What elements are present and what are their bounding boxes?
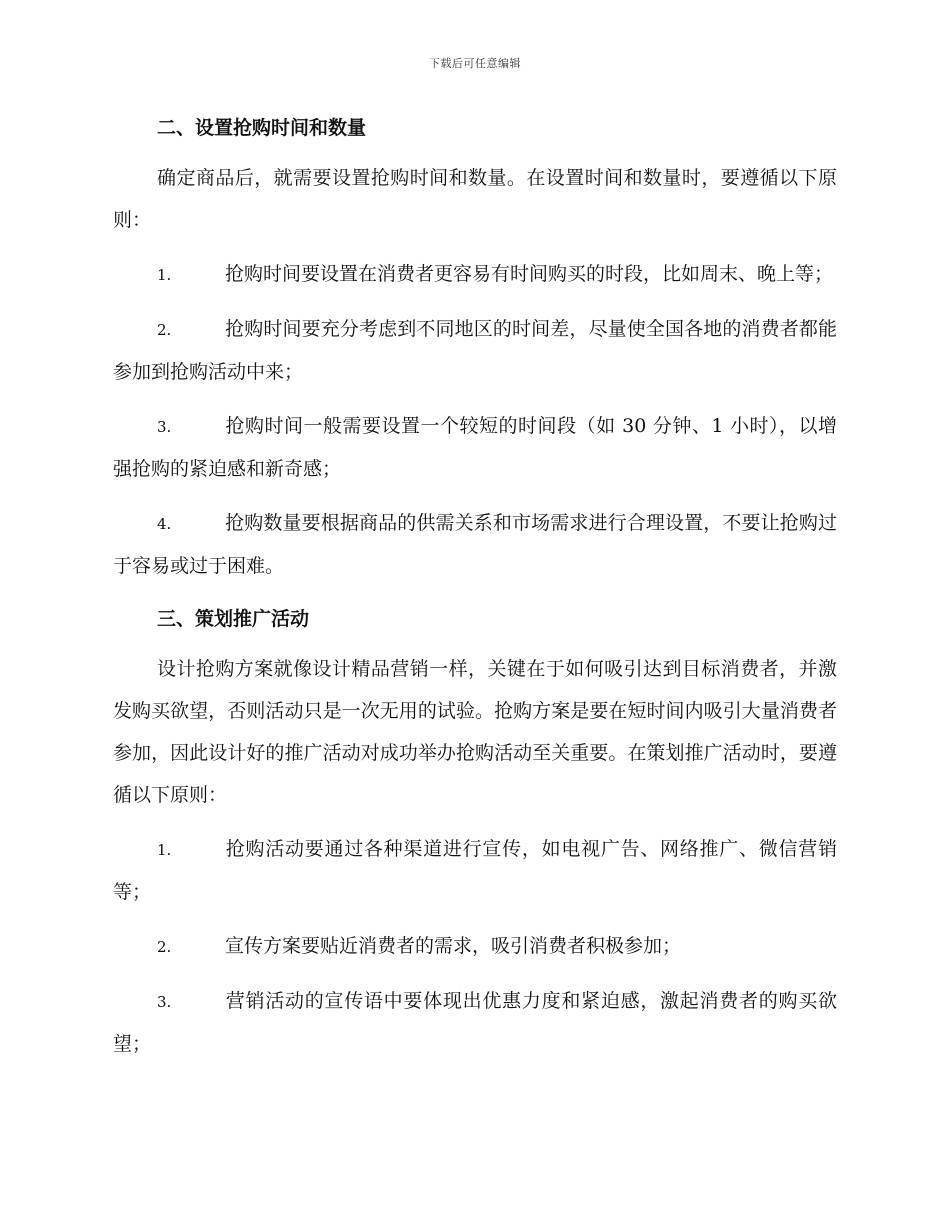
list-item-number: 2.	[157, 321, 172, 339]
list-item-text: 抢购数量要根据商品的供需关系和市场需求进行合理设置，不要让抢购过于容易或过于困难。	[113, 512, 837, 577]
list-item	[113, 925, 837, 968]
list-item	[113, 828, 837, 913]
list-item	[113, 308, 837, 393]
section-heading: 三、策划推广活动	[157, 608, 310, 630]
list-item-text: 抢购活动要通过各种渠道进行宣传，如电视广告、网络推广、微信营销等；	[113, 838, 837, 903]
section-heading: 二、设置抢购时间和数量	[157, 117, 367, 139]
section-intro-paragraph: 设计抢购方案就像设计精品营销一样，关键在于如何吸引达到目标消费者，并激发购买欲望，否则活动只是一次无用的试验。抢购方案是要在短时间内吸引大量消费者参加，因此设计好的推广活动对成功举办抢购活动至关重要。在策划推广活动时，要遵循以下原则：	[113, 658, 837, 806]
list-item-text: 营销活动的宣传语中要体现出优惠力度和紧迫感，激起消费者的购买欲望；	[113, 990, 837, 1055]
list-item-number: 3.	[157, 993, 172, 1011]
list-item	[113, 405, 837, 490]
list-item-text: 宣传方案要贴近消费者的需求，吸引消费者积极参加；	[225, 935, 682, 957]
list-item-number: 4.	[157, 515, 172, 533]
list-item-number: 3.	[157, 418, 172, 436]
list-item-text: 抢购时间要充分考虑到不同地区的时间差，尽量使全国各地的消费者都能参加到抢购活动中来；	[113, 318, 837, 383]
section-intro-paragraph: 确定商品后，就需要设置抢购时间和数量。在设置时间和数量时，要遵循以下原则：	[113, 167, 837, 231]
document-body	[113, 108, 837, 1077]
list-item-text: 抢购时间一般需要设置一个较短的时间段（如 30 分钟、1 小时），以增强抢购的紧迫感和新奇感；	[113, 415, 837, 480]
list-item	[113, 980, 837, 1065]
list-item	[113, 502, 837, 587]
list-item	[113, 253, 837, 296]
page-header: 下载后可任意编辑	[429, 57, 521, 70]
list-item-number: 1.	[157, 266, 172, 284]
list-item-number: 1.	[157, 841, 172, 859]
list-item-text: 抢购时间要设置在消费者更容易有时间购买的时段，比如周末、晚上等；	[225, 263, 834, 285]
list-item-number: 2.	[157, 938, 172, 956]
